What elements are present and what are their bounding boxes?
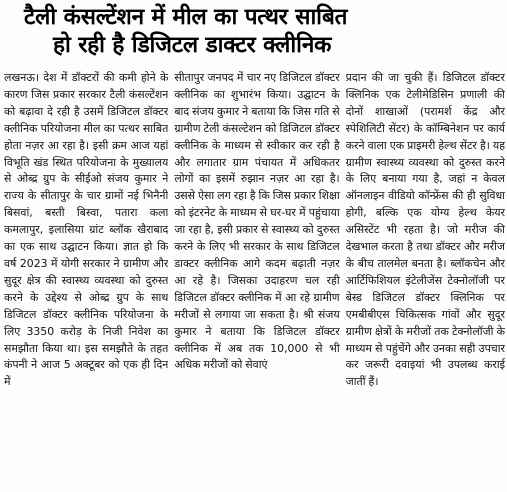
article-body — [4, 70, 505, 492]
column-3-text: प्रदान की जा चुकी हैं। डिजिटल डॉक्टर क्लिनिक एक टेलीमेडिसिन प्रणाली की दोनों शाखाओं (परामर्श केंद्र और स्पेशिलिटी सेंटर) के कॉम्बिनेशन पर कार्य करने वाला एक प्राइमरी हेल्थ सेंटर है। यह ग्रामीण स्वास्थ्य व्यवस्था को दुरुस्त करने के लिए बनाया गया है, जहां न केवल ऑनलाइन वीडियो कॉन्फ्रेंस की ही सुविधा होगी, बल्कि एक योग्य हेल्थ केयर असिस्टेंट भी रहता है। जो मरीज की देखभाल करता है तथा डॉक्टर और मरीज के बीच तालमेल बनता है। ब्लॉकचेन और आर्टिफिशियल इंटेलीजेंस टेक्नोलॉजी पर बेस्ड डिजिटल डॉक्टर क्लिनिक पर एमबीबीएस चिकित्सक गांवों और सुदूर ग्रामीण क्षेत्रों के मरीजों तक टेक्नोलॉजी के माध्यम से पहुंचेंगे और उनका सही उपचार कर जरूरी दवाइयां भी उपलब्ध कराई जातीं हैं। — [345, 71, 505, 389]
article-headline — [0, 0, 507, 59]
column-1-text: लखनऊ। देश में डॉक्टरों की कमी होने के कारण जिस प्रकार सरकार टैली कंसल्टेंशन को बढ़ावा दे रही है उसमें डिजिटल डॉक्टर क्लीनिक परियोजना मील का पत्थर साबित होता नज़र आ रहा है। इसी क्रम आज यहां विभूति खंड स्थित परियोजना के मुख्यालय से ओब्द्र ग्रुप के सीईओ संजय कुमार ने राज्य के सीतापुर के चार ग्रामों नई भिनैनी बिसवां, बस्ती बिस्वा, पतारा कला कमलापुर, इलासिया ग्रांट ब्लॉक खैराबाद का एक साथ उद्घाटन किया। ज्ञात हो कि वर्ष 2023 में योगी सरकार ने ग्रामीण और सुदूर क्षेत्र की स्वास्थ्य व्यवस्था को दुरुस्त करने के उद्देश्य से ओब्द्र ग्रुप के साथ डिजिटल डॉक्टर क्लीनिक परियोजना के लिए 3350 करोड़ के निजी निवेश का समझौता किया था। इस समझौते के तहत कंपनी ने आज 5 अक्टूबर को एक ही दिन में — [4, 71, 169, 389]
headline-line-2: हो रही है डिजिटल डाक्टर क्लीनिक — [53, 32, 332, 58]
article-column-1 — [4, 70, 168, 492]
article-column-2 — [174, 70, 339, 492]
article-column-3 — [346, 70, 505, 492]
headline-line-1: टैली कंसल्टेंशन में मील का पत्थर साबित — [24, 4, 348, 30]
column-2-text: सीतापुर जनपद में चार नए डिजिटल डॉक्टर क्लीनिक का शुभारंभ किया। उद्घाटन के बाद संजय कुमार ने बताया कि जिस गति से ग्रामीण टेली कंसल्टेशन को डिजिटल डॉक्टर क्लीनिक के माध्यम से स्वीकार कर रही है और लगातार ग्राम पंचायत में अधिकतर लोगों का इसमें रुझान नज़र आ रहा है। उससे ऐसा लग रहा है कि जिस प्रकार शिक्षा को इंटरनेट के माध्यम से घर-घर में पहुंचाया जा रहा है, इसी प्रकार से स्वास्थ्य को दुरुस्त करने के लिए भी सरकार के साथ डिजिटल डाक्टर क्लीनिक आगे कदम बढ़ाती नज़र आ रहे है। जिसका उदाहरण चल रही डिजिटल डॉक्टर क्लीनिक में आ रहे ग्रामीण मरीजों से लगाया जा सकता है। श्री संजय कुमार ने बताया कि डिजिटल डॉक्टर क्लीनिक में अब तक 10,000 से भी अधिक मरीजों को सेवाएं — [174, 71, 340, 372]
